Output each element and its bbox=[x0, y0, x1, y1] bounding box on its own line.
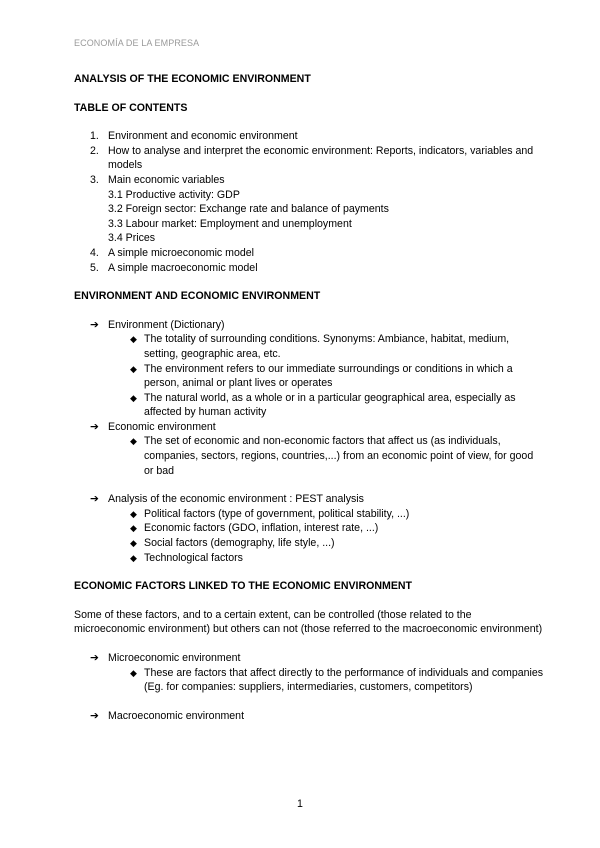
toc-item-text: Environment and economic environment bbox=[108, 130, 298, 143]
toc-subitem: 3.4 Prices bbox=[108, 232, 156, 245]
diamond-bullet-icon: ◆ bbox=[130, 363, 137, 374]
diamond-list-item bbox=[130, 507, 544, 522]
page-number: 1 bbox=[297, 798, 303, 810]
section-heading: ENVIRONMENT AND ECONOMIC ENVIRONMENT bbox=[74, 290, 321, 303]
spacer bbox=[74, 695, 544, 709]
list-item-text: Social factors (demography, life style, ...) bbox=[144, 537, 335, 550]
toc-item bbox=[90, 246, 544, 261]
toc-subitem: 3.1 Productive activity: GDP bbox=[108, 188, 240, 201]
list-item-text: These are factors that affect directly to the performance of individuals and companies (Eg. for companies: suppliers, intermediaries, customers, competitors) bbox=[144, 666, 544, 694]
page-content bbox=[74, 72, 544, 723]
toc-item-text: How to analyse and interpret the economic environment: Reports, indicators, variables and models bbox=[108, 144, 534, 172]
list-item-text: The natural world, as a whole or in a particular geographical area, especially as affected by human activity bbox=[144, 391, 516, 419]
toc-sublist bbox=[108, 188, 544, 246]
list-item-text: Technological factors bbox=[144, 551, 243, 564]
diamond-bullet-icon: ◆ bbox=[130, 334, 137, 345]
list-item-label: Environment (Dictionary) bbox=[108, 318, 225, 331]
diamond-list-item bbox=[130, 551, 544, 566]
toc-heading: TABLE OF CONTENTS bbox=[74, 101, 188, 114]
section-heading: ECONOMIC FACTORS LINKED TO THE ECONOMIC ENVIRONMENT bbox=[74, 580, 413, 593]
diamond-bullet-icon: ◆ bbox=[130, 552, 137, 563]
list-item-text: The set of economic and non-economic factors that affect us (as individuals, companies, sectors, regions, countries,...) from an economic point of view, for good or bad bbox=[144, 435, 534, 477]
diamond-bullet-icon: ◆ bbox=[130, 436, 137, 447]
list-item-text: The environment refers to our immediate surroundings or conditions in which a person, animal or plant lives or operates bbox=[144, 362, 513, 390]
arrow-right-icon: ➔ bbox=[90, 420, 99, 433]
arrow-list bbox=[74, 318, 544, 479]
arrow-list bbox=[74, 709, 544, 724]
arrow-right-icon: ➔ bbox=[90, 318, 99, 331]
diamond-list-item bbox=[130, 391, 544, 420]
toc-item-text: A simple microeconomic model bbox=[108, 246, 255, 259]
diamond-list-item bbox=[130, 666, 544, 695]
diamond-bullet-icon: ◆ bbox=[130, 667, 137, 678]
toc-item-text: Main economic variables bbox=[108, 173, 225, 186]
table-of-contents bbox=[74, 129, 544, 275]
toc-number: 4. bbox=[90, 246, 99, 259]
list-item-text: Economic factors (GDO, inflation, interest rate, ...) bbox=[144, 522, 379, 535]
toc-subitem: 3.2 Foreign sector: Exchange rate and balance of payments bbox=[108, 203, 389, 216]
diamond-bullet-icon: ◆ bbox=[130, 508, 137, 519]
list-item-text: Political factors (type of government, political stability, ...) bbox=[144, 507, 410, 520]
diamond-bullet-icon: ◆ bbox=[130, 523, 137, 534]
arrow-list-item bbox=[90, 492, 544, 565]
arrow-list-item bbox=[90, 420, 544, 478]
toc-item bbox=[90, 261, 544, 276]
toc-number: 5. bbox=[90, 261, 99, 274]
arrow-list bbox=[74, 492, 544, 565]
arrow-list-item bbox=[90, 651, 544, 695]
diamond-list-item bbox=[130, 332, 544, 361]
toc-item-text: A simple macroeconomic model bbox=[108, 261, 258, 274]
diamond-list-item bbox=[130, 362, 544, 391]
spacer bbox=[74, 565, 544, 579]
diamond-bullet-icon: ◆ bbox=[130, 392, 137, 403]
diamond-list bbox=[108, 434, 544, 478]
running-header: ECONOMÍA DE LA EMPRESA bbox=[74, 38, 200, 48]
arrow-list-item bbox=[90, 318, 544, 420]
diamond-list bbox=[108, 507, 544, 565]
list-item-label: Microeconomic environment bbox=[108, 652, 241, 664]
list-item-text: The totality of surrounding conditions. Synonyms: Ambiance, habitat, medium, setting, geographic area, etc. bbox=[144, 333, 510, 360]
arrow-right-icon: ➔ bbox=[90, 652, 99, 664]
list-item-label: Analysis of the economic environment : PEST analysis bbox=[108, 493, 364, 506]
list-item-label: Economic environment bbox=[108, 420, 216, 433]
arrow-list bbox=[74, 651, 544, 695]
toc-item bbox=[90, 129, 544, 144]
diamond-list-item bbox=[130, 434, 544, 478]
spacer bbox=[74, 478, 544, 492]
arrow-right-icon: ➔ bbox=[90, 709, 99, 722]
toc-item bbox=[90, 144, 544, 173]
arrow-right-icon: ➔ bbox=[90, 493, 99, 506]
diamond-bullet-icon: ◆ bbox=[130, 538, 137, 549]
toc-item bbox=[90, 173, 544, 246]
toc-number: 3. bbox=[90, 173, 99, 186]
diamond-list-item bbox=[130, 521, 544, 536]
list-item-label: Macroeconomic environment bbox=[108, 709, 245, 722]
arrow-list-item bbox=[90, 709, 544, 724]
toc-number: 1. bbox=[90, 130, 99, 143]
document-title: ANALYSIS OF THE ECONOMIC ENVIRONMENT bbox=[74, 73, 311, 85]
diamond-list-item bbox=[130, 536, 544, 551]
section-paragraph: Some of these factors, and to a certain extent, can be controlled (those related to the microeconomic environment) but others can not (those referred to the macroeconomic environment) bbox=[74, 608, 543, 636]
diamond-list bbox=[108, 332, 544, 420]
toc-subitem: 3.3 Labour market: Employment and unemployment bbox=[108, 217, 352, 230]
diamond-list bbox=[108, 666, 544, 695]
toc-number: 2. bbox=[90, 144, 99, 157]
